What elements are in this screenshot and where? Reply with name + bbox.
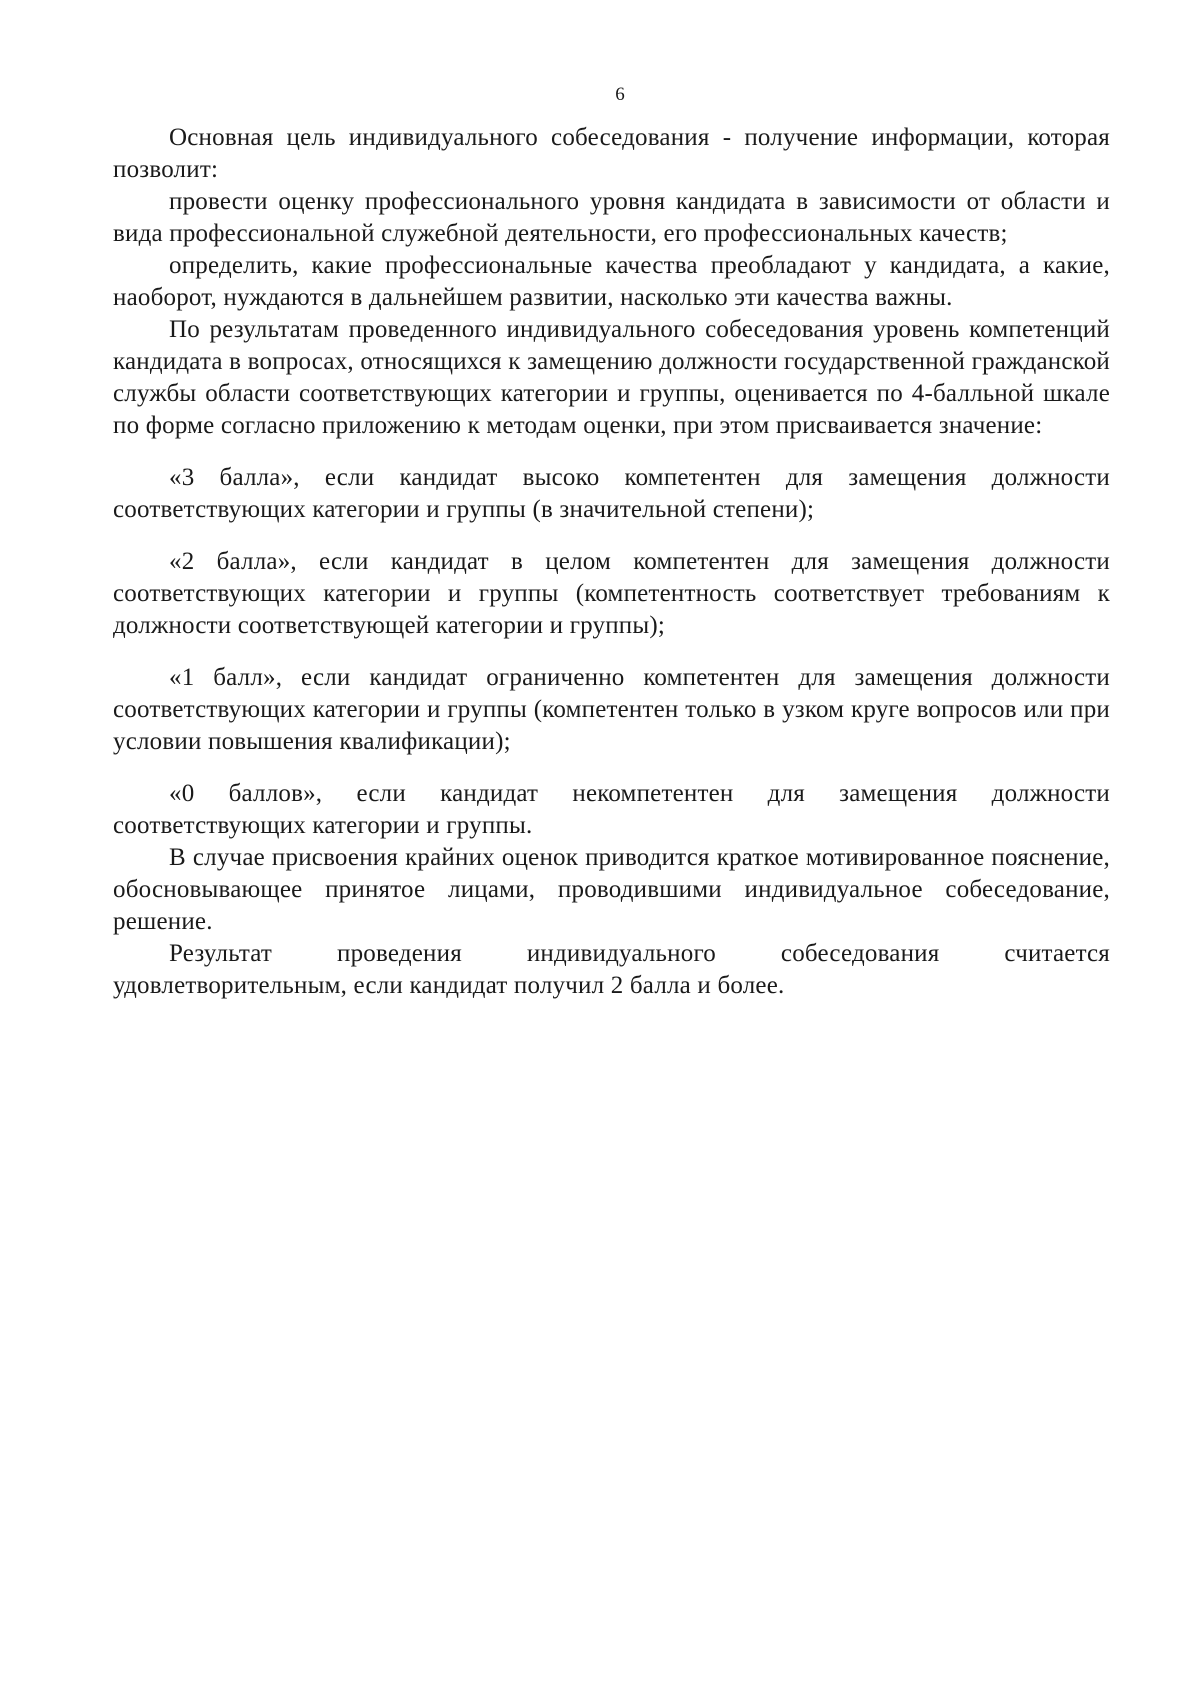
page-number: 6 xyxy=(615,84,625,105)
paragraph-determine-qualities: определить, какие профессиональные качества преобладают у кандидата, а какие, наоборот, нуждаются в дальнейшем развитии, насколько эти качества важны. xyxy=(113,252,1110,311)
paragraph-extreme-scores: В случае присвоения крайних оценок приводится краткое мотивированное пояснение, обосновывающее принятое лицами, проводившими индивидуальное собеседование, решение. xyxy=(113,844,1110,935)
paragraph-assess-level: провести оценку профессионального уровня кандидата в зависимости от области и вида профессиональной служебной деятельности, его профессиональных качеств; xyxy=(113,188,1110,247)
paragraph-goal: Основная цель индивидуального собеседования - получение информации, которая позволит: xyxy=(113,124,1110,183)
paragraph-score-3: «3 балла», если кандидат высоко компетентен для замещения должности соответствующих категории и группы (в значительной степени); xyxy=(113,464,1110,523)
paragraph-results-scale: По результатам проведенного индивидуального собеседования уровень компетенций кандидата в вопросах, относящихся к замещению должности государственной гражданской службы области соответствующих категории и группы, оценивается по 4-балльной шкале по форме согласно приложению к методам оценки, при этом присваивается значение: xyxy=(113,316,1110,439)
paragraph-score-0: «0 баллов», если кандидат некомпетентен для замещения должности соответствующих категории и группы. xyxy=(113,780,1110,839)
document-body xyxy=(113,122,1110,1002)
paragraph-satisfactory-result: Результат проведения индивидуального собеседования считается удовлетворительным, если кандидат получил 2 балла и более. xyxy=(113,940,1110,999)
paragraph-score-1: «1 балл», если кандидат ограниченно компетентен для замещения должности соответствующих категории и группы (компетентен только в узком круге вопросов или при условии повышения квалификации); xyxy=(113,664,1110,755)
paragraph-score-2: «2 балла», если кандидат в целом компетентен для замещения должности соответствующих категории и группы (компетентность соответствует требованиям к должности соответствующей категории и группы); xyxy=(113,548,1110,639)
